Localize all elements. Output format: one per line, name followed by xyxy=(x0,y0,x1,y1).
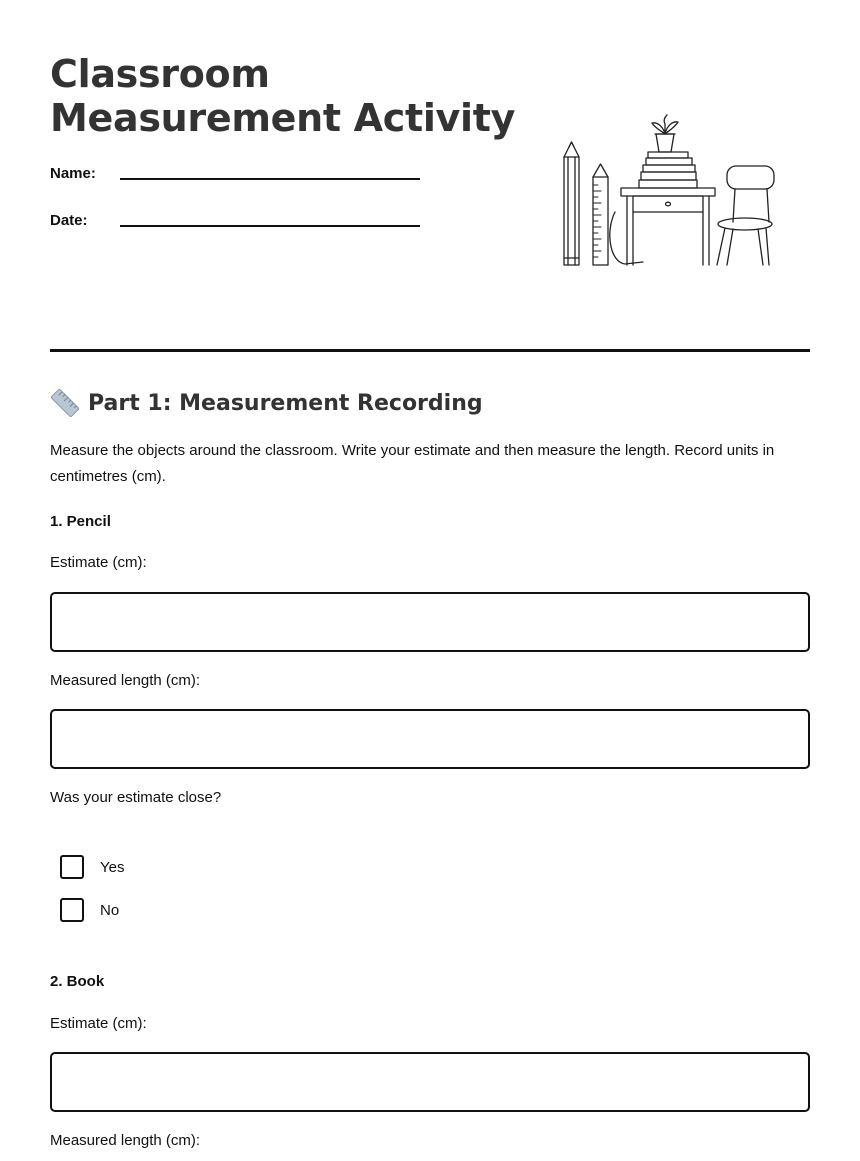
name-input[interactable] xyxy=(120,178,420,180)
option-yes[interactable] xyxy=(60,855,124,879)
desk-drawing xyxy=(621,188,715,265)
classroom-objects-illustration xyxy=(555,112,790,272)
pencil-question: Was your estimate close? xyxy=(50,789,222,806)
ruler-drawing xyxy=(593,164,608,265)
worksheet-title xyxy=(50,52,515,140)
pencil-drawing xyxy=(564,142,579,265)
pencil-estimate-input[interactable] xyxy=(50,592,810,652)
item-pencil-title: 1. Pencil xyxy=(50,513,111,530)
section-divider xyxy=(50,349,810,352)
pencil-measured-input[interactable] xyxy=(50,709,810,769)
ruler-icon xyxy=(50,388,80,418)
name-label: Name: xyxy=(50,165,96,182)
part1-title: Part 1: Measurement Recording xyxy=(88,390,483,416)
part1-instructions: Measure the objects around the classroom. Write your estimate and then measure the length. Record units in centimetres (cm). xyxy=(50,442,775,485)
pencil-measured-label: Measured length (cm): xyxy=(50,672,201,689)
part1-heading xyxy=(50,388,483,418)
plant-drawing xyxy=(652,115,678,152)
book-measured-label: Measured length (cm): xyxy=(50,1132,201,1149)
date-label: Date: xyxy=(50,212,88,229)
title-line-1: Classroom xyxy=(50,52,270,96)
pencil-estimate-label: Estimate (cm): xyxy=(50,554,147,571)
yes-checkbox[interactable] xyxy=(60,855,84,879)
no-label: No xyxy=(100,901,120,919)
item-book-title: 2. Book xyxy=(50,973,105,990)
book-stack-drawing xyxy=(639,152,697,188)
book-estimate-label: Estimate (cm): xyxy=(50,1015,147,1032)
yes-label: Yes xyxy=(100,858,125,876)
book-estimate-input[interactable] xyxy=(50,1052,810,1112)
no-checkbox[interactable] xyxy=(60,898,84,922)
option-no[interactable] xyxy=(60,898,119,922)
chair-drawing xyxy=(717,166,774,265)
title-line-2: Measurement Activity xyxy=(50,96,516,140)
date-input[interactable] xyxy=(120,225,420,227)
